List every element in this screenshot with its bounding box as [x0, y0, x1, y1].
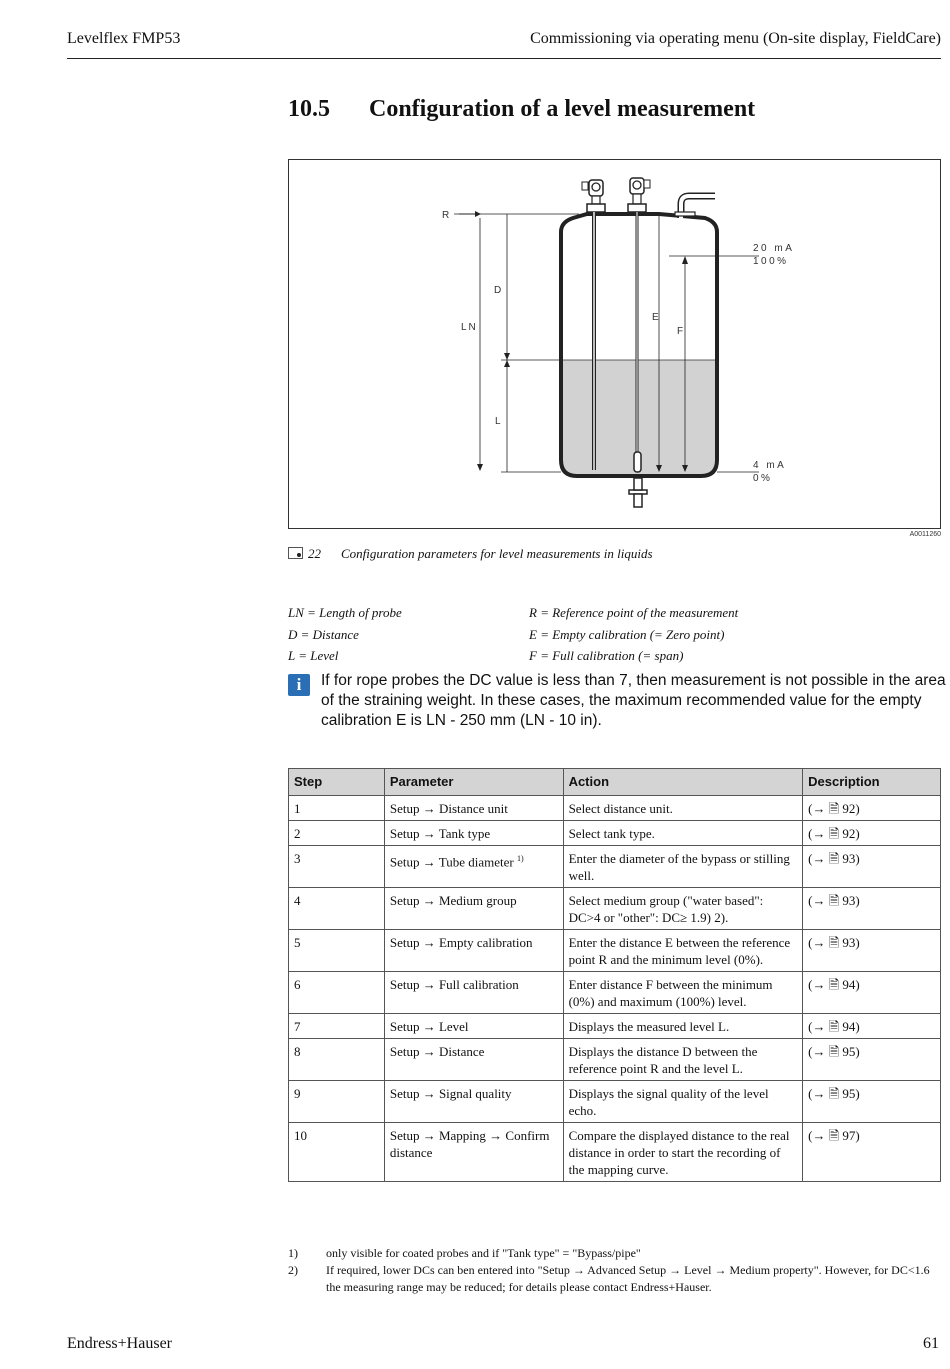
- parameter-cell-text: Setup → Empty calibration: [389, 935, 533, 950]
- page-number: 61: [923, 1335, 939, 1352]
- description-cell-text: (→ 🗎 95): [808, 1044, 860, 1059]
- note-text: If for rope probes the DC value is less than 7, then measurement is not possible in the area of the straining weight. In these cases, the maximum recommended value for the empty calibration E is LN - 250 mm (LN - 10 in).: [321, 672, 946, 729]
- action-cell-text: Displays the measured level L.: [568, 1019, 730, 1034]
- table-row: [289, 796, 941, 821]
- column-header: Action: [563, 769, 803, 796]
- step-cell: [289, 1123, 385, 1182]
- action-cell-text: Enter the diameter of the bypass or stilling well.: [568, 851, 790, 883]
- description-cell: [803, 1123, 941, 1182]
- legend-item: LN = Length of probe: [288, 605, 402, 620]
- description-cell: [803, 1081, 941, 1123]
- step-cell: [289, 972, 385, 1014]
- table-row: [289, 972, 941, 1014]
- description-cell: [803, 888, 941, 930]
- description-cell-text: (→ 🗎 94): [808, 1019, 860, 1034]
- step-cell: [289, 1014, 385, 1039]
- footnote-text: only visible for coated probes and if "Tank type" = "Bypass/pipe": [326, 1246, 641, 1260]
- description-cell: [803, 821, 941, 846]
- table-row: [289, 888, 941, 930]
- parameter-cell-text: Setup → Signal quality: [389, 1086, 512, 1101]
- table-row: [289, 1014, 941, 1039]
- column-header: Description: [803, 769, 941, 796]
- parameter-cell-text: Setup → Medium group: [389, 893, 517, 908]
- action-cell: [563, 1081, 803, 1123]
- step-cell-text: 9: [294, 1086, 301, 1101]
- footer-company: Endress+Hauser: [67, 1335, 172, 1352]
- action-cell-text: Enter distance F between the minimum (0%) and maximum (100%) level.: [568, 977, 773, 1009]
- table-row: [289, 846, 941, 888]
- action-cell: [563, 1014, 803, 1039]
- figure-id: A0011260: [909, 531, 941, 538]
- label-0pct: 0%: [753, 473, 773, 484]
- description-cell-text: (→ 🗎 92): [808, 826, 860, 841]
- figure-icon: [288, 547, 303, 559]
- header-rule: [67, 58, 941, 59]
- label-r: R: [442, 210, 450, 221]
- action-cell-text: Displays the distance D between the reference point R and the level L.: [568, 1044, 758, 1076]
- legend-item: L = Level: [288, 648, 339, 663]
- action-cell: [563, 821, 803, 846]
- label-d: D: [494, 285, 502, 296]
- caption-text: Configuration parameters for level measurements in liquids: [341, 546, 653, 561]
- step-cell: [289, 846, 385, 888]
- step-cell: [289, 796, 385, 821]
- action-cell-text: Select distance unit.: [568, 801, 673, 816]
- parameter-cell-text: Setup → Distance: [389, 1044, 485, 1059]
- steps-table: [288, 768, 941, 1182]
- footnote: [288, 1245, 943, 1262]
- label-l: L: [495, 416, 501, 427]
- table-row: [289, 1123, 941, 1182]
- header-product: Levelflex FMP53: [67, 30, 181, 47]
- step-cell-text: 10: [294, 1128, 307, 1143]
- step-cell: [289, 930, 385, 972]
- section-title-text: Configuration of a level measurement: [369, 96, 756, 122]
- parameter-cell: [384, 796, 563, 821]
- step-cell-text: 6: [294, 977, 301, 992]
- parameter-cell: [384, 821, 563, 846]
- tank-diagram: [288, 159, 941, 529]
- parameter-cell: [384, 1014, 563, 1039]
- description-cell: [803, 796, 941, 821]
- description-cell: [803, 1039, 941, 1081]
- action-cell: [563, 846, 803, 888]
- step-cell-text: 5: [294, 935, 301, 950]
- column-header: Step: [289, 769, 385, 796]
- parameter-cell-text: Setup → Level: [389, 1019, 469, 1034]
- parameter-cell: [384, 1081, 563, 1123]
- legend-item: D = Distance: [288, 626, 359, 642]
- step-cell-text: 8: [294, 1044, 301, 1059]
- caption-number: 22: [308, 546, 321, 561]
- table-row: [289, 1039, 941, 1081]
- step-cell: [289, 1081, 385, 1123]
- action-cell-text: Enter the distance E between the reference point R and the minimum level (0%).: [568, 935, 791, 967]
- parameter-cell-text: Setup → Full calibration: [389, 977, 519, 992]
- description-cell-text: (→ 🗎 97): [808, 1128, 860, 1143]
- action-cell-text: Select tank type.: [568, 826, 655, 841]
- description-cell-text: (→ 🗎 93): [808, 851, 860, 866]
- parameter-cell: [384, 972, 563, 1014]
- description-cell: [803, 1014, 941, 1039]
- info-icon: i: [288, 674, 310, 696]
- parameter-cell-text: Setup → Distance unit: [389, 801, 508, 816]
- legend-item: F = Full calibration (= span): [529, 648, 684, 663]
- description-cell-text: (→ 🗎 93): [808, 893, 860, 908]
- parameter-cell-text: Setup → Tube diameter: [389, 854, 514, 870]
- action-cell: [563, 930, 803, 972]
- label-100pct: 100%: [753, 256, 789, 267]
- description-cell: [803, 972, 941, 1014]
- label-20ma: 20 mA: [753, 243, 795, 254]
- step-cell-text: 4: [294, 893, 301, 908]
- section-number: 10.5: [288, 96, 330, 122]
- parameter-cell: [384, 930, 563, 972]
- figure-caption: [288, 546, 653, 562]
- parameter-cell: [384, 846, 563, 888]
- parameter-cell: [384, 1123, 563, 1182]
- table-header-row: [289, 769, 941, 796]
- action-cell-text: Select medium group ("water based": DC>4 or "other": DC≥ 1.9) 2).: [568, 893, 764, 925]
- step-cell-text: 2: [294, 826, 301, 841]
- footnote-mark: 2): [288, 1263, 298, 1277]
- header-chapter: Commissioning via operating menu (On-site display, FieldCare): [530, 30, 941, 47]
- footnote-mark: 1): [288, 1246, 298, 1260]
- action-cell: [563, 796, 803, 821]
- description-cell-text: (→ 🗎 92): [808, 801, 860, 816]
- parameter-cell: [384, 1039, 563, 1081]
- action-cell: [563, 1123, 803, 1182]
- label-4ma: 4 mA: [753, 460, 787, 471]
- label-f: F: [677, 326, 684, 337]
- step-cell: [289, 888, 385, 930]
- description-cell: [803, 930, 941, 972]
- table-row: [289, 930, 941, 972]
- section-title: [288, 96, 755, 123]
- action-cell: [563, 1039, 803, 1081]
- step-cell-text: 3: [294, 851, 301, 866]
- parameter-cell-text: Setup → Tank type: [389, 826, 491, 841]
- action-cell-text: Displays the signal quality of the level echo.: [568, 1086, 769, 1118]
- table-row: [289, 1081, 941, 1123]
- table-row: [289, 821, 941, 846]
- action-cell: [563, 888, 803, 930]
- step-cell-text: 7: [294, 1019, 301, 1034]
- action-cell-text: Compare the displayed distance to the real distance in order to start the recording of the mapping curve.: [568, 1128, 790, 1177]
- description-cell-text: (→ 🗎 95): [808, 1086, 860, 1101]
- footnote: [288, 1262, 943, 1296]
- description-cell-text: (→ 🗎 93): [808, 935, 860, 950]
- action-cell: [563, 972, 803, 1014]
- label-ln: LN: [461, 322, 478, 333]
- step-cell-text: 1: [294, 801, 301, 816]
- label-e: E: [652, 312, 659, 323]
- footnote-ref: 1): [516, 854, 524, 863]
- description-cell-text: (→ 🗎 94): [808, 977, 860, 992]
- step-cell: [289, 1039, 385, 1081]
- footnote-text: If required, lower DCs can ben entered into "Setup → Advanced Setup → Level → Medium property". However, for DC<1.6 the measuring range may be reduced; for details please contact Endress+Hauser.: [326, 1263, 930, 1294]
- parameter-cell-text: Setup → Mapping → Confirm distance: [389, 1128, 550, 1160]
- footnotes: [288, 1245, 943, 1296]
- step-cell: [289, 821, 385, 846]
- legend-item: R = Reference point of the measurement: [529, 605, 739, 620]
- description-cell: [803, 846, 941, 888]
- legend-item: E = Empty calibration (= Zero point): [529, 626, 725, 642]
- column-header: Parameter: [384, 769, 563, 796]
- parameter-cell: [384, 888, 563, 930]
